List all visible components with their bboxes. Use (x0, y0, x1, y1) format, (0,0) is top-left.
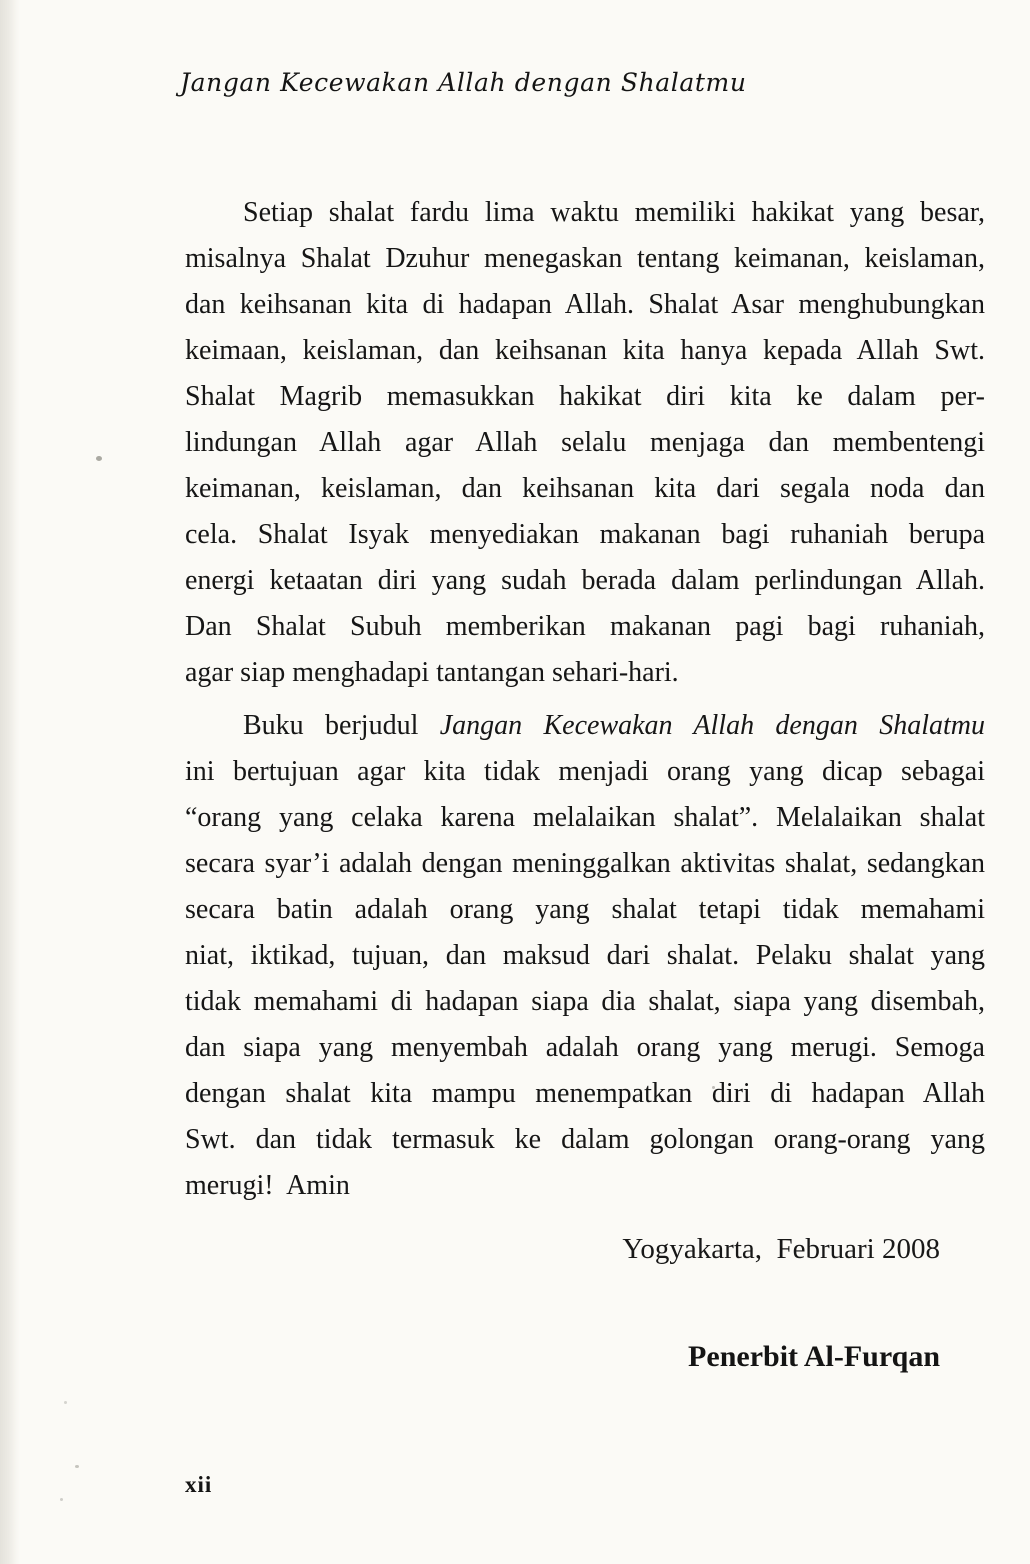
text-line: secara batin adalah orang yang shalat tetapi tidak memahami (185, 894, 985, 925)
scan-speck (96, 456, 102, 461)
text-line: tidak memahami di hadapan siapa dia shalat, siapa yang disembah, (185, 986, 985, 1017)
text-line: cela. Shalat Isyak menyediakan makanan bagi ruhaniah berupa (185, 519, 985, 550)
text-line: dan keihsanan kita di hadapan Allah. Shalat Asar menghubungkan (185, 289, 985, 320)
text-line: dan siapa yang menyembah adalah orang yang merugi. Semoga (185, 1032, 985, 1063)
text-line: Shalat Magrib memasukkan hakikat diri kita ke dalam per- (185, 381, 985, 412)
text-line: secara syar’i adalah dengan meninggalkan aktivitas shalat, sedangkan (185, 848, 985, 879)
text-line: keimanan, keislaman, dan keihsanan kita dari segala noda dan (185, 473, 985, 504)
text-line: merugi! Amin (185, 1170, 350, 1201)
text-line: Swt. dan tidak termasuk ke dalam golongan orang-orang yang (185, 1124, 985, 1155)
running-header-title: Jangan Kecewakan Allah dengan Shalatmu (180, 68, 747, 97)
text-line: lindungan Allah agar Allah selalu menjaga dan membentengi (185, 427, 985, 458)
publisher-line: Penerbit Al-Furqan (688, 1340, 940, 1373)
text-line: niat, iktikad, tujuan, dan maksud dari shalat. Pelaku shalat yang (185, 940, 985, 971)
text-line: agar siap menghadapi tantangan sehari-hari. (185, 657, 679, 688)
text-line: keimaan, keislaman, dan keihsanan kita hanya kepada Allah Swt. (185, 335, 985, 366)
scan-edge-shadow (0, 0, 20, 1564)
text-line: dengan shalat kita mampu menempatkan diri di hadapan Allah (185, 1078, 985, 1109)
paragraph-lead: Buku berjudul (243, 710, 440, 741)
text-line: ini bertujuan agar kita tidak menjadi orang yang dicap sebagai (185, 756, 985, 787)
date-line: Yogyakarta, Februari 2008 (622, 1233, 940, 1265)
text-line: “orang yang celaka karena melalaikan shalat”. Melalaikan shalat (185, 802, 985, 833)
book-title-italic: Jangan Kecewakan Allah dengan Shalatmu (439, 710, 985, 741)
text-line: energi ketaatan diri yang sudah berada dalam perlindungan Allah. (185, 565, 985, 596)
paragraph-1 (185, 190, 985, 696)
scan-speck (75, 1465, 79, 1468)
text-line (185, 703, 985, 749)
text-line: misalnya Shalat Dzuhur menegaskan tentang keimanan, keislaman, (185, 243, 985, 274)
scan-speck (60, 1498, 63, 1501)
scan-speck (64, 1401, 67, 1404)
text-line: Setiap shalat fardu lima waktu memiliki hakikat yang besar, (243, 197, 985, 228)
page-number: xii (185, 1472, 213, 1497)
paragraph-2 (185, 703, 985, 1209)
text-line: Dan Shalat Subuh memberikan makanan pagi bagi ruhaniah, (185, 611, 985, 642)
body-text (185, 190, 985, 1209)
